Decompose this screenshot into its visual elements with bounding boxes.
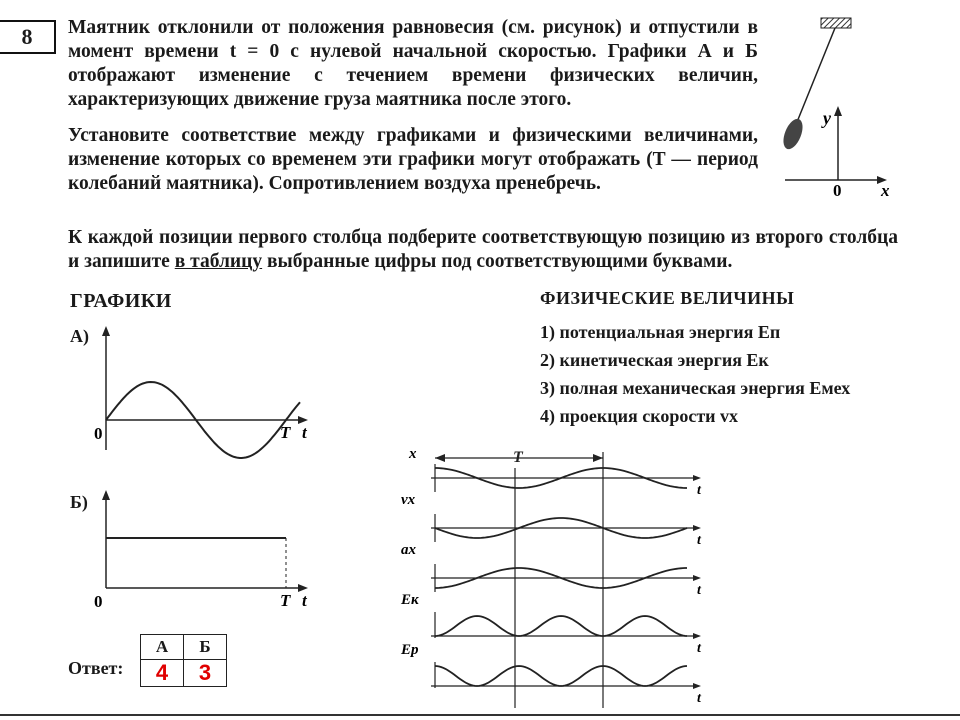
ref-label-ep: Eр [401, 642, 419, 658]
task-number: 8 [0, 20, 56, 54]
ref-ep-curve [435, 666, 687, 686]
reference-graphs [395, 440, 715, 715]
graph-b-period: T [280, 591, 291, 610]
answer-header-b: Б [184, 635, 227, 660]
match-instruction [68, 226, 898, 274]
answer-cell-a[interactable]: 4 [141, 660, 184, 687]
option-2: 2) кинетическая энергия Eк [540, 350, 769, 370]
match-text-part2: выбранные цифры под соответствующими буквами. [267, 251, 733, 272]
answer-label: Ответ: [68, 658, 124, 678]
origin-label: 0 [833, 181, 842, 199]
match-text-part1: К каждой позиции первого столбца подберите соответствующую позицию из второго столбца и запишите [68, 227, 898, 272]
option-3: 3) полная механическая энергия Eмех [540, 378, 851, 398]
graph-a-period: T [280, 423, 291, 442]
graph-a [90, 320, 330, 460]
graph-a-label: А) [70, 326, 89, 346]
option-4: 4) проекция скорости vx [540, 406, 739, 426]
answer-header-a: А [141, 635, 184, 660]
ref-ep-t-label: t [697, 691, 701, 706]
instruction-paragraph: Установите соответствие между графиками и физическими величинами, изменение которых со временем эти графики могут отображать (T — период колебаний маятника). Сопротивлением воздуха пренебречь. [68, 125, 758, 194]
x-axis-label: x [881, 181, 890, 199]
pendulum-figure [775, 14, 905, 199]
intro-paragraph: Маятник отклонили от положения равновесия (см. рисунок) и отпустили в момент времени t = 0 с нулевой начальной скоростью. Графики А и Б отображают изменение с течением времени физических величин, характеризующих движение груза маятника после этого. [68, 17, 758, 110]
ref-x-t-label: t [697, 483, 701, 498]
ceiling-mount [821, 18, 851, 28]
ref-vx-t-label: t [697, 533, 701, 548]
graph-b-origin: 0 [94, 592, 103, 611]
table-link[interactable]: в таблицу [174, 251, 263, 272]
graph-a-origin: 0 [94, 424, 103, 443]
option-1: 1) потенциальная энергия Eп [540, 322, 781, 342]
pendulum-bob [780, 116, 807, 152]
answer-table [140, 634, 227, 687]
ref-label-ek: Eк [401, 592, 419, 608]
y-axis-label: y [823, 108, 831, 128]
quantities-header: ФИЗИЧЕСКИЕ ВЕЛИЧИНЫ [540, 288, 795, 308]
graph-a-t: t [302, 423, 307, 442]
period-marker-label: T [513, 449, 523, 466]
ref-ek-curve [435, 616, 687, 636]
graphs-header: ГРАФИКИ [70, 290, 172, 312]
ref-label-ax: ax [401, 542, 416, 558]
ref-ax-t-label: t [697, 583, 701, 598]
graph-b-label: Б) [70, 492, 88, 512]
graph-b-t: t [302, 591, 307, 610]
graph-b [90, 484, 330, 614]
ref-label-x: x [409, 446, 417, 462]
answer-cell-b[interactable]: 3 [184, 660, 227, 687]
ref-ek-t-label: t [697, 641, 701, 656]
bottom-divider [0, 714, 960, 716]
ref-label-vx: vx [401, 492, 416, 508]
